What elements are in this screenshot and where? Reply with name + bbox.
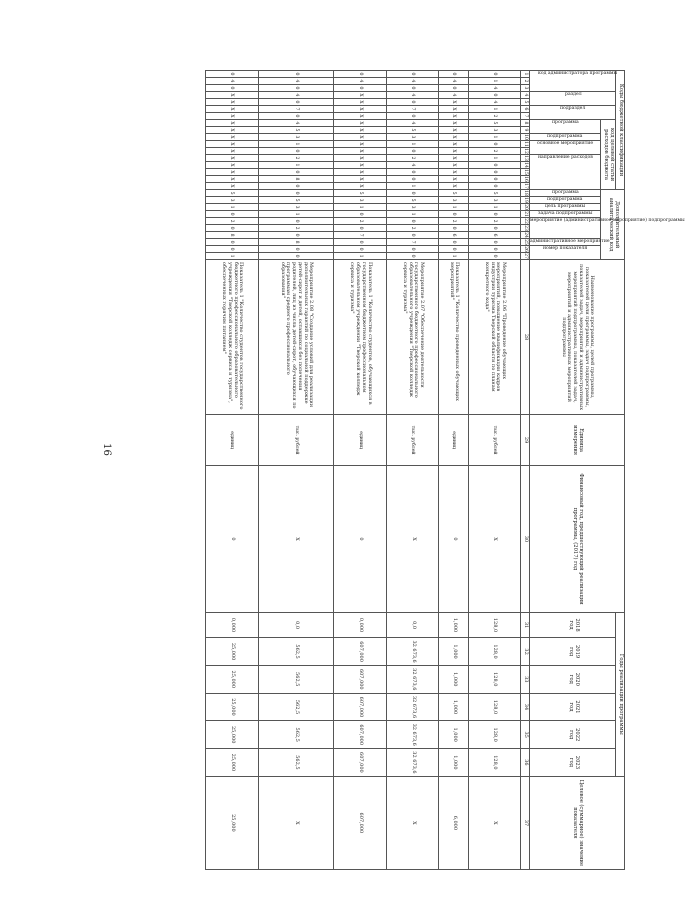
column-number: 36 — [521, 749, 530, 777]
code-cell: 1 — [468, 155, 521, 162]
code-cell: 7 — [386, 239, 439, 246]
code-cell: 0 — [439, 211, 468, 218]
code-cell: 3 — [386, 134, 439, 141]
code-cell: 2 — [386, 155, 439, 162]
code-cell: X — [439, 106, 468, 113]
code-cell: 7 — [258, 106, 334, 113]
code-cell: 0 — [468, 211, 521, 218]
code-cell: 4 — [334, 78, 387, 85]
code-cell: 0 — [439, 225, 468, 232]
code-cell: 5 — [386, 127, 439, 134]
code-cell: 0 — [258, 169, 334, 176]
code-cell: 4 — [439, 78, 468, 85]
code-cell: 0 — [334, 239, 387, 246]
code-cell: 0 — [468, 141, 521, 148]
code-cell: 3 — [258, 134, 334, 141]
vlabel-goal: цель программы — [544, 204, 586, 210]
unit-cell: тыс. рублей — [386, 415, 439, 466]
code-cell: 8 — [206, 232, 259, 239]
code-cell: 2 — [334, 218, 387, 225]
indicator-name: Мероприятие 2.08 "Создание условий для реализации дополнительных гарантий по социальной поддержке детей-сирот и детей, оставшихся без попечения родителей, лиц из числа детей-сирот, обучающихся по программам среднего профессионального образования" — [258, 260, 334, 415]
code-cell: 4 — [386, 162, 439, 169]
vlabel-admin: код администратора программы — [537, 71, 617, 76]
code-cell: 0 — [258, 183, 334, 190]
code-cell: X — [206, 92, 259, 99]
code-cell: 0 — [386, 113, 439, 120]
year-value: 0,000 — [206, 612, 259, 637]
code-cell: 1 — [386, 183, 439, 190]
table-row — [206, 71, 259, 870]
code-cell: 0 — [468, 183, 521, 190]
code-cell: X — [206, 127, 259, 134]
code-cell: 0 — [468, 225, 521, 232]
code-cell: 0 — [386, 218, 439, 225]
column-numbers-row — [521, 71, 530, 870]
code-cell: 0 — [386, 232, 439, 239]
indicator-name: Показатель 1 "Количество студентов государственного бюджетного профессионального образовательного учреждения "Тверской колледж сервиса и туризма", обеспеченных горячим питанием" — [206, 260, 259, 415]
fin-year-value: 0 — [206, 466, 259, 613]
code-cell: X — [439, 155, 468, 162]
rotated-page — [105, 70, 685, 870]
program-indicators-table — [205, 70, 685, 870]
code-cell: X — [439, 113, 468, 120]
column-number: 19 — [521, 197, 530, 204]
year-value: 25,000 — [206, 693, 259, 721]
code-cell: X — [206, 99, 259, 106]
code-cell: 0 — [439, 71, 468, 78]
year-value: 128,0 — [468, 612, 521, 637]
code-cell: 8 — [258, 176, 334, 183]
year-value: 607,000 — [334, 638, 387, 666]
year-value: 607,000 — [334, 665, 387, 693]
table-row — [334, 71, 387, 870]
column-number: 32 — [521, 638, 530, 666]
column-number: 35 — [521, 721, 530, 749]
year-value: 562,5 — [258, 665, 334, 693]
code-cell: 0 — [206, 71, 259, 78]
code-cell: 0 — [386, 246, 439, 253]
code-cell: 5 — [439, 190, 468, 197]
code-cell: 4 — [386, 92, 439, 99]
code-cell: 2 — [468, 113, 521, 120]
year-value: 32 673,6 — [386, 693, 439, 721]
code-cell: 5 — [468, 120, 521, 127]
code-cell: 4 — [468, 85, 521, 92]
code-cell: 0 — [334, 246, 387, 253]
code-cell: 0 — [258, 190, 334, 197]
year-value: 32 673,6 — [386, 638, 439, 666]
code-cell: 5 — [334, 190, 387, 197]
year-value: 128,0 — [468, 665, 521, 693]
year-value: 607,000 — [334, 721, 387, 749]
code-cell: 0 — [468, 176, 521, 183]
code-cell: 4 — [258, 78, 334, 85]
column-number: 25 — [521, 239, 530, 246]
fin-year-value: 0 — [334, 466, 387, 613]
code-cell: X — [334, 169, 387, 176]
year-2022-header: 2022 год — [530, 721, 616, 749]
target-value: X — [468, 776, 521, 869]
code-cell: X — [439, 141, 468, 148]
year-value: 1,000 — [439, 665, 468, 693]
code-cell: X — [334, 148, 387, 155]
code-cell: 0 — [206, 225, 259, 232]
table-row — [386, 71, 439, 870]
code-cell: 3 — [468, 127, 521, 134]
vlabel-subprogram: подпрограмма — [547, 134, 583, 139]
year-2019-header: 2019 год — [530, 638, 616, 666]
column-number: 23 — [521, 225, 530, 232]
fin-year-value: X — [386, 466, 439, 613]
code-cell: X — [334, 162, 387, 169]
year-value: 562,5 — [258, 693, 334, 721]
code-cell: 2 — [258, 155, 334, 162]
code-cell: 7 — [386, 106, 439, 113]
name-column-header: Наименование программы, целей программы, показателей цели программы, задач подпрограммы, показателей задач, мероприятий и административных мероприятий подпрограммы, показателей задач, мероприятий и административных мероприятий подпрограммы — [530, 260, 625, 415]
code-cell: X — [206, 113, 259, 120]
code-cell: 5 — [206, 190, 259, 197]
column-number: 12 — [521, 148, 530, 155]
code-cell: 1 — [258, 211, 334, 218]
code-cell: X — [334, 113, 387, 120]
code-cell: 2 — [439, 218, 468, 225]
code-cell: 0 — [258, 232, 334, 239]
extra-class-header: Дополнительный аналитический код — [601, 190, 625, 260]
code-cell: 2 — [468, 218, 521, 225]
codes-block-header: Коды бюджетной классификации — [616, 71, 625, 190]
fin-year-value: 0 — [439, 466, 468, 613]
vlabel-indicator-number: номер показателя — [542, 246, 588, 252]
code-cell: 6 — [439, 232, 468, 239]
code-cell: 0 — [334, 225, 387, 232]
code-cell: X — [439, 162, 468, 169]
vlabel-main-event: основное мероприятие — [537, 141, 594, 146]
table-row — [439, 71, 468, 870]
column-number: 16 — [521, 176, 530, 183]
code-cell: 2 — [468, 148, 521, 155]
year-value: 1,000 — [439, 749, 468, 777]
year-value: 25,000 — [206, 665, 259, 693]
code-cell: 2 — [206, 218, 259, 225]
code-cell: X — [439, 99, 468, 106]
column-number: 6 — [521, 106, 530, 113]
year-value: 128,0 — [468, 638, 521, 666]
code-cell: 5 — [258, 197, 334, 204]
vlabel-admin-event: административное мероприятие — [530, 239, 610, 245]
code-cell: X — [334, 120, 387, 127]
code-cell: 4 — [258, 92, 334, 99]
code-cell: X — [439, 183, 468, 190]
code-cell: 0 — [258, 148, 334, 155]
code-cell: 0 — [386, 85, 439, 92]
code-cell: 1 — [468, 106, 521, 113]
code-cell: X — [206, 134, 259, 141]
year-value: 0,0 — [386, 612, 439, 637]
code-cell: 1 — [334, 204, 387, 211]
code-cell: 4 — [386, 78, 439, 85]
column-number: 24 — [521, 232, 530, 239]
year-value: 32 673,6 — [386, 665, 439, 693]
code-cell: X — [334, 106, 387, 113]
column-number: 29 — [521, 415, 530, 466]
code-cell: 0 — [468, 246, 521, 253]
code-cell: 1 — [206, 253, 259, 260]
code-cell: 0 — [468, 253, 521, 260]
code-cell: 0 — [468, 239, 521, 246]
code-cell: X — [334, 141, 387, 148]
column-number: 17 — [521, 183, 530, 190]
year-2023-header: 2023 год — [530, 749, 616, 777]
vlabel-program: программа — [551, 120, 579, 125]
code-cell: X — [206, 155, 259, 162]
code-cell: 0 — [258, 218, 334, 225]
code-cell: 3 — [334, 197, 387, 204]
code-cell: X — [206, 176, 259, 183]
code-cell: 8 — [258, 239, 334, 246]
code-cell: X — [334, 99, 387, 106]
code-cell: 6 — [468, 232, 521, 239]
code-cell: 0 — [206, 85, 259, 92]
code-cell: 0 — [206, 239, 259, 246]
code-cell: 2 — [386, 225, 439, 232]
year-value: 25,000 — [206, 749, 259, 777]
column-number: 33 — [521, 665, 530, 693]
code-cell: 0 — [334, 211, 387, 218]
column-number: 11 — [521, 141, 530, 148]
column-number: 2 — [521, 78, 530, 85]
code-cell: 0 — [468, 162, 521, 169]
vlabel-direction: направление расходов — [537, 155, 593, 160]
column-number: 27 — [521, 253, 530, 260]
code-cell: 0 — [258, 99, 334, 106]
code-cell: 0 — [386, 71, 439, 78]
code-cell: X — [439, 169, 468, 176]
column-number: 31 — [521, 612, 530, 637]
target-value: 6,000 — [439, 776, 468, 869]
year-value: 128,0 — [468, 693, 521, 721]
year-value: 25,000 — [206, 638, 259, 666]
code-cell: 0 — [206, 246, 259, 253]
year-2021-header: 2021 год — [530, 693, 616, 721]
code-cell: 1 — [334, 253, 387, 260]
code-cell: 7 — [334, 232, 387, 239]
code-cell: 3 — [386, 204, 439, 211]
code-cell: 4 — [258, 120, 334, 127]
vlabel-subsection: подраздел — [559, 106, 586, 111]
year-2018-header: 2018 год — [530, 612, 616, 637]
table-row — [468, 71, 521, 870]
code-cell: 4 — [386, 120, 439, 127]
code-cell: X — [334, 183, 387, 190]
code-cell: X — [439, 120, 468, 127]
unit-column-header: Единица измерения — [530, 415, 625, 466]
code-cell: 0 — [468, 71, 521, 78]
column-number: 1 — [521, 71, 530, 78]
column-number: 15 — [521, 169, 530, 176]
code-cell: X — [206, 141, 259, 148]
column-number: 37 — [521, 776, 530, 869]
code-cell: 0 — [258, 113, 334, 120]
year-value: 0,000 — [334, 612, 387, 637]
vlabel-task: задача подпрограммы — [537, 211, 593, 217]
code-cell: 0 — [258, 71, 334, 78]
code-cell: X — [206, 162, 259, 169]
code-cell: 0 — [386, 190, 439, 197]
code-cell: 0 — [468, 92, 521, 99]
code-cell: 3 — [468, 197, 521, 204]
column-number: 30 — [521, 466, 530, 613]
indicator-name: Показатель 1 "Количество студентов, обучающихся в государственном бюджетном профессиональном образовательном учреждении "Тверской колледж сервиса и туризма" — [334, 260, 387, 415]
year-value: 1,000 — [439, 638, 468, 666]
code-cell: 1 — [258, 162, 334, 169]
code-cell: X — [206, 148, 259, 155]
unit-cell: тыс. рублей — [258, 415, 334, 466]
code-cell: X — [334, 92, 387, 99]
year-value: 128,0 — [468, 749, 521, 777]
year-value: 32 673,6 — [386, 749, 439, 777]
code-cell: 0 — [334, 71, 387, 78]
code-cell: 0 — [386, 169, 439, 176]
year-value: 607,000 — [334, 749, 387, 777]
column-number: 7 — [521, 113, 530, 120]
code-cell: 3 — [258, 204, 334, 211]
code-cell: X — [334, 127, 387, 134]
indicator-name: Мероприятие 2.06 "Проведение обучающих мероприятий, повышение квалификации кадров индустрии туризма Тверской области по планам конкретного кода" — [468, 260, 521, 415]
code-cell: 0 — [439, 246, 468, 253]
year-value: 25,000 — [206, 721, 259, 749]
unit-cell: единиц — [334, 415, 387, 466]
year-value: 562,5 — [258, 721, 334, 749]
table-row — [258, 71, 334, 870]
column-number: 14 — [521, 162, 530, 169]
code-cell: X — [206, 183, 259, 190]
unit-cell: тыс. рублей — [468, 415, 521, 466]
vlabel-event: мероприятие (административное мероприятие) подпрограммы — [530, 218, 685, 224]
code-cell: 4 — [468, 99, 521, 106]
code-cell: X — [206, 120, 259, 127]
year-value: 1,000 — [439, 612, 468, 637]
code-cell: X — [439, 148, 468, 155]
table-body — [206, 71, 521, 870]
code-cell: 0 — [386, 253, 439, 260]
code-cell: X — [334, 134, 387, 141]
code-cell: 1 — [439, 253, 468, 260]
code-cell: 1 — [439, 204, 468, 211]
code-cell: 4 — [439, 92, 468, 99]
column-number: 20 — [521, 204, 530, 211]
code-cell: 0 — [258, 253, 334, 260]
code-cell: X — [439, 134, 468, 141]
target-value: X — [258, 776, 334, 869]
unit-cell: единиц — [206, 415, 259, 466]
year-value: 1,000 — [439, 721, 468, 749]
code-cell: 1 — [206, 204, 259, 211]
column-number: 8 — [521, 120, 530, 127]
indicator-name: Мероприятие 2.07 "Обеспечение деятельности государственного бюджетного профессионального образовательного учреждения "Тверской колледж сервиса и туризма" — [386, 260, 439, 415]
column-number: 26 — [521, 246, 530, 253]
code-cell: X — [334, 176, 387, 183]
code-cell: 3 — [206, 197, 259, 204]
fin-year-value: X — [468, 466, 521, 613]
code-cell: 0 — [439, 85, 468, 92]
year-value: 1,000 — [439, 693, 468, 721]
year-value: 0,0 — [258, 612, 334, 637]
year-value: 32 673,6 — [386, 721, 439, 749]
code-cell: 5 — [386, 197, 439, 204]
column-number: 34 — [521, 693, 530, 721]
column-number: 4 — [521, 92, 530, 99]
code-cell: 0 — [206, 211, 259, 218]
years-block-header: Годы реализации программы — [616, 612, 625, 776]
vlabel-program-2: программа — [551, 190, 579, 196]
code-cell: 1 — [386, 211, 439, 218]
year-value: 562,5 — [258, 749, 334, 777]
code-cell: X — [206, 169, 259, 176]
column-number: 28 — [521, 260, 530, 415]
year-value: 607,000 — [334, 693, 387, 721]
code-cell: 1 — [468, 134, 521, 141]
indicator-name: Показатель 1 "Количество проведенных обучающих мероприятий" — [439, 260, 468, 415]
code-cell: 2 — [258, 225, 334, 232]
code-cell: 0 — [258, 85, 334, 92]
target-article-header: код целевой статьи расходов бюджета — [601, 120, 616, 190]
column-number: 10 — [521, 134, 530, 141]
year-value: 562,5 — [258, 638, 334, 666]
year-value: 128,0 — [468, 721, 521, 749]
fin-year-value: X — [258, 466, 334, 613]
code-cell: 0 — [386, 148, 439, 155]
column-number: 3 — [521, 85, 530, 92]
code-cell: 1 — [468, 78, 521, 85]
target-value: 607,000 — [334, 776, 387, 869]
target-value: 25,000 — [206, 776, 259, 869]
column-number: 9 — [521, 127, 530, 134]
unit-cell: единиц — [439, 415, 468, 466]
code-cell: X — [334, 155, 387, 162]
code-cell: 0 — [386, 176, 439, 183]
code-cell: X — [439, 176, 468, 183]
code-cell: 0 — [258, 246, 334, 253]
code-cell: 0 — [468, 169, 521, 176]
year-2020-header: 2020 год — [530, 665, 616, 693]
code-cell: 1 — [386, 141, 439, 148]
column-number: 5 — [521, 99, 530, 106]
target-column-header: Целевое (суммарное) значение показателя — [530, 776, 625, 869]
target-value: X — [386, 776, 439, 869]
column-number: 13 — [521, 155, 530, 162]
page-number: 16 — [100, 443, 112, 456]
code-cell: 0 — [439, 239, 468, 246]
code-cell: 4 — [206, 78, 259, 85]
code-cell: 5 — [468, 190, 521, 197]
column-number: 22 — [521, 218, 530, 225]
column-number: 21 — [521, 211, 530, 218]
code-cell: 0 — [386, 99, 439, 106]
code-cell: X — [206, 106, 259, 113]
code-cell: 1 — [258, 141, 334, 148]
code-cell: 0 — [334, 85, 387, 92]
code-cell: X — [439, 127, 468, 134]
vlabel-subprogram-2: подпрограмма — [547, 197, 583, 203]
vlabel-section: раздел — [564, 92, 581, 97]
code-cell: 5 — [258, 127, 334, 134]
column-number: 18 — [521, 190, 530, 197]
code-cell: 3 — [439, 197, 468, 204]
code-cell: 1 — [468, 204, 521, 211]
fin-year-column-header: Финансовый год, предшествующий реализации программы, (2017) год — [530, 466, 625, 613]
